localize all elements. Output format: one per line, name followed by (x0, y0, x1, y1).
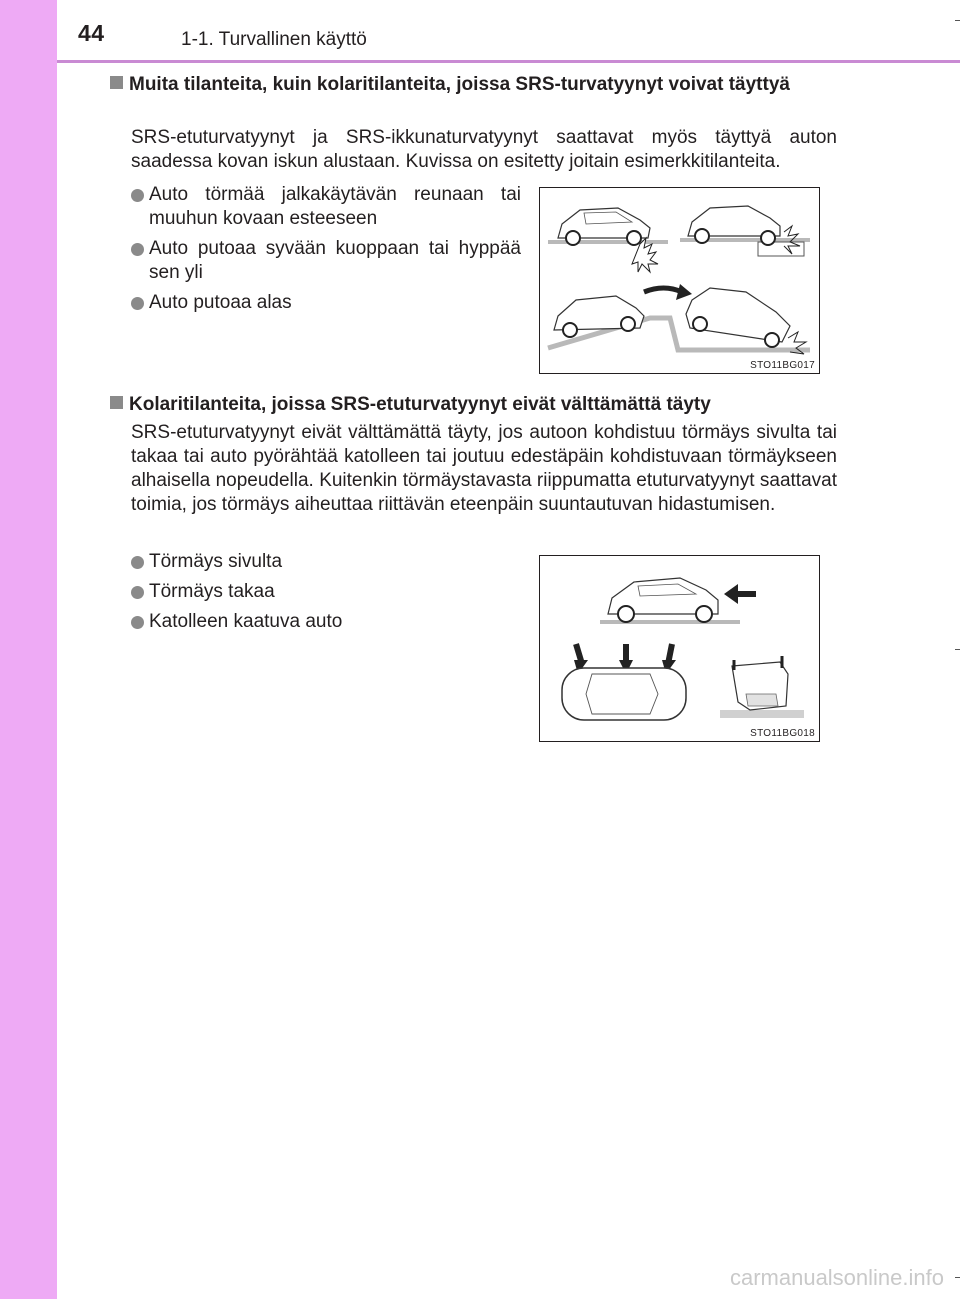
car-impact-illustration (540, 188, 819, 373)
figure-code: STO11BG018 (750, 728, 815, 739)
header-rule (57, 60, 960, 63)
circle-bullet-icon (131, 297, 144, 310)
list-item: Auto törmää jalkakäytävän reunaan tai muuhun kovaan esteeseen (131, 183, 521, 231)
side-color-band (0, 0, 57, 1299)
figure-no-deploy (539, 555, 820, 742)
square-bullet-icon (110, 396, 123, 409)
square-bullet-icon (110, 76, 123, 89)
section1-bullet-list (131, 183, 521, 321)
crop-mark (955, 1277, 960, 1278)
page-number: 44 (78, 20, 105, 46)
list-item: Törmäys sivulta (131, 550, 491, 574)
list-item: Törmäys takaa (131, 580, 491, 604)
list-item: Auto putoaa alas (131, 291, 521, 315)
crop-mark (955, 649, 960, 650)
circle-bullet-icon (131, 616, 144, 629)
section2-heading-text: Kolaritilanteita, joissa SRS-etuturvatyynyt eivät välttämättä täyty (129, 394, 711, 415)
section1-paragraph: SRS-etuturvatyynyt ja SRS-ikkunaturvatyynyt saattavat myös täyttyä auton saadessa kovan iskun alustaan. Kuvissa on esitetty joitain esimerkkitilanteita. (131, 127, 837, 172)
section1-heading (110, 73, 840, 97)
section2-bullet-list (131, 550, 491, 640)
section2-heading (110, 393, 840, 417)
chapter-title: 1-1. Turvallinen käyttö (181, 29, 367, 50)
figure-code: STO11BG017 (750, 360, 815, 371)
watermark: carmanualsonline.info (729, 1265, 944, 1290)
circle-bullet-icon (131, 189, 144, 202)
circle-bullet-icon (131, 586, 144, 599)
figure-impact-underbody (539, 187, 820, 374)
section2-paragraph: SRS-etuturvatyynyt eivät välttämättä täyty, jos autoon kohdistuu törmäys sivulta tai takaa tai auto pyörähtää katolleen tai joutuu edestäpäin kohdistuvaan törmäykseen alhaisella nopeudella. Kuitenkin törmäystavasta riippumatta etuturvatyynyt saattavat toimia, jos törmäys aiheuttaa riittävän eteenpäin suuntautuvan hidastumisen. (131, 422, 837, 515)
circle-bullet-icon (131, 243, 144, 256)
circle-bullet-icon (131, 556, 144, 569)
list-item: Auto putoaa syvään kuoppaan tai hyppää sen yli (131, 237, 521, 285)
section1-heading-text: Muita tilanteita, kuin kolaritilanteita, joissa SRS-turvatyynyt voivat täyttyä (129, 74, 790, 95)
no-deploy-illustration (540, 556, 819, 741)
list-item: Katolleen kaatuva auto (131, 610, 491, 634)
crop-mark (955, 20, 960, 21)
